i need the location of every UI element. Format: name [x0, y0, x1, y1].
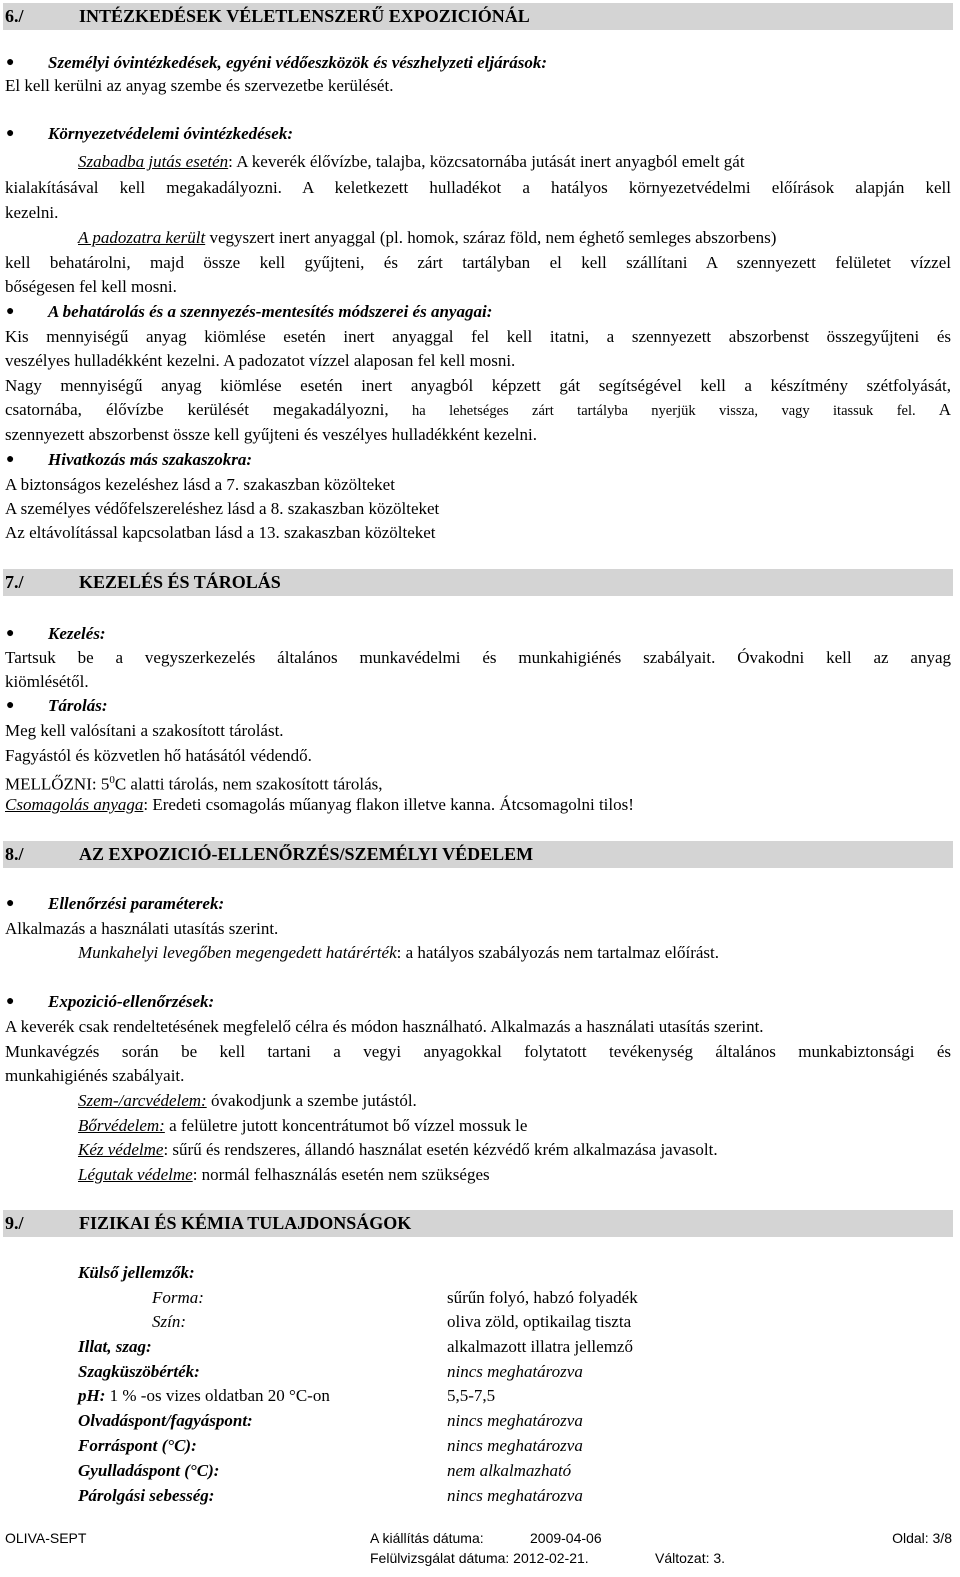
label: Szabadba jutás esetén: [78, 152, 229, 171]
text: A: [915, 400, 951, 419]
section-7-header: [3, 569, 953, 596]
text: C alatti tárolás, nem szakosított tárolás,: [114, 774, 383, 794]
subheading-handling: Kezelés:: [48, 624, 106, 643]
footer-version: Változat: 3.: [655, 1550, 726, 1566]
text-line: A személyes védőfelszereléshez lásd a 8. szakaszban közölteket: [5, 499, 440, 518]
text: a felületre jutott koncentrátumot bő vízzel mossuk le: [164, 1116, 528, 1135]
property-value: nincs meghatározva: [447, 1411, 583, 1430]
section-9-header: [3, 1210, 953, 1237]
property-label: Gyulladáspont (°C):: [78, 1461, 220, 1480]
text-line: [5, 769, 951, 796]
section-number: 6./: [5, 6, 24, 26]
property-label: Forma:: [152, 1288, 204, 1307]
bullet-icon: ●: [6, 896, 15, 911]
text-line: Tartsuk be a vegyszerkezelés általános munkavédelmi és munkahigiénés szabályait. Óvakodni kell az anyag: [5, 648, 951, 667]
bullet-icon: ●: [6, 626, 15, 641]
text: ha lehetséges zárt tartályba nyerjük vissza, vagy itassuk fel.: [388, 403, 916, 419]
property-label: [78, 1385, 330, 1407]
text: óvakodjunk a szembe jutástól.: [206, 1091, 417, 1110]
label: Munkahelyi levegőben megengedett határérték: [78, 943, 397, 962]
text-line: Nagy mennyiségű anyag kiömlése esetén inert anyagból képzett gát segítségével kell a készítmény szétfolyását,: [5, 376, 951, 395]
property-label: Szín:: [152, 1312, 186, 1331]
text-line: Fagyástól és közvetlen hő hatásától védendő.: [5, 746, 312, 765]
text-line: bőségesen fel kell mosni.: [5, 277, 177, 296]
label: pH:: [78, 1386, 106, 1405]
subheading-containment: A behatárolás és a szennyezés-mentesítés módszerei és anyagai:: [48, 302, 493, 321]
footer-revision-date: Felülvizsgálat dátuma: 2012-02-21.: [370, 1550, 589, 1566]
footer-page-number: Oldal: 3/8: [892, 1530, 952, 1546]
text-line: kell behatárolni, majd össze kell gyűjteni, és zárt tartályban el kell szállítani A szennyezett felületet vízzel: [5, 253, 951, 272]
text: csatornába, élővízbe kerülését megakadályozni,: [5, 400, 389, 419]
subheading-environmental: Környezetvédelemi óvintézkedések:: [48, 124, 294, 143]
property-value: oliva zöld, optikailag tiszta: [447, 1312, 632, 1331]
text: : sűrű és rendszeres, állandó használat esetén kézvédő krém alkalmazása javasolt.: [163, 1140, 718, 1159]
text-line: munkahigiénés szabályait.: [5, 1066, 185, 1085]
text-line: [5, 794, 951, 816]
text-line: Az eltávolítással kapcsolatban lásd a 13. szakaszban közölteket: [5, 523, 436, 542]
property-value: nincs meghatározva: [447, 1362, 583, 1381]
property-value: alkalmazott illatra jellemző: [447, 1337, 633, 1356]
label: Csomagolás anyaga: [5, 795, 144, 814]
section-title: AZ EXPOZICIÓ-ELLENŐRZÉS/SZEMÉLYI VÉDELEM: [79, 844, 534, 864]
text-line: [78, 227, 948, 249]
label: Szem-/arcvédelem:: [78, 1091, 207, 1110]
bullet-icon: ●: [6, 452, 15, 467]
section-number: 8./: [5, 844, 24, 864]
text: : normál felhasználás esetén nem szükséges: [192, 1165, 490, 1184]
section-8-header: [3, 841, 953, 868]
text-line: kezelni.: [5, 203, 59, 222]
label: A padozatra került: [78, 228, 206, 247]
label: Bőrvédelem:: [78, 1116, 165, 1135]
subheading-appearance: Külső jellemzők:: [78, 1263, 195, 1282]
text-line: Alkalmazás a használati utasítás szerint.: [5, 919, 279, 938]
footer-issue-label: A kiállítás dátuma:: [370, 1530, 484, 1546]
text-line: [78, 1115, 948, 1137]
text: : Eredeti csomagolás műanyag flakon illetve kanna. Átcsomagolni tilos!: [143, 795, 634, 814]
subheading-control-parameters: Ellenőrzési paraméterek:: [48, 894, 225, 913]
text-line: Kis mennyiségű anyag kiömlése esetén inert anyaggal fel kell itatni, a szennyezett abszorbenst összegyűjteni és: [5, 327, 951, 346]
text: vegyszert inert anyaggal (pl. homok, száraz föld, nem éghető semleges abszorbens): [205, 228, 777, 247]
text: : A keverék élővízbe, talajba, közcsatornába jutását inert anyagból emelt gát: [228, 152, 745, 171]
text-line: veszélyes hulladékként kezelni. A padozatot vízzel alaposan fel kell mosni.: [5, 351, 516, 370]
property-label: Szagküszöbérték:: [78, 1362, 200, 1381]
text: 1 % -os vizes oldatban 20 °C-on: [105, 1386, 330, 1405]
text-line: A biztonságos kezeléshez lásd a 7. szakaszban közölteket: [5, 475, 395, 494]
bullet-icon: ●: [6, 55, 15, 70]
text: MELLŐZNI: 5: [5, 774, 110, 794]
bullet-icon: ●: [6, 698, 15, 713]
text-line: A keverék csak rendeltetésének megfelelő célra és módon használható. Alkalmazás a használati utasítás szerint.: [5, 1017, 764, 1036]
text: : a hatályos szabályozás nem tartalmaz előírást.: [396, 943, 720, 962]
section-title: FIZIKAI ÉS KÉMIA TULAJDONSÁGOK: [79, 1213, 412, 1233]
text-line: Munkavégzés során be kell tartani a vegyi anyagokkal folytatott tevékenység általános munkabiztonsági és: [5, 1042, 951, 1061]
property-value: nincs meghatározva: [447, 1486, 583, 1505]
text-line: [78, 151, 948, 173]
property-value: sűrűn folyó, habzó folyadék: [447, 1288, 638, 1307]
property-label: Forráspont (°C):: [78, 1436, 197, 1455]
label: Légutak védelme: [78, 1165, 193, 1184]
section-number: 7./: [5, 572, 24, 592]
property-value: nincs meghatározva: [447, 1436, 583, 1455]
bullet-icon: ●: [6, 304, 15, 319]
property-value: nem alkalmazható: [447, 1461, 572, 1480]
text-line: Meg kell valósítani a szakosított tárolást.: [5, 721, 284, 740]
bullet-icon: ●: [6, 126, 15, 141]
label: Kéz védelme: [78, 1140, 164, 1159]
text-line: [5, 399, 951, 422]
section-title: KEZELÉS ÉS TÁROLÁS: [79, 572, 281, 592]
section-6-header: [3, 3, 953, 30]
subheading-exposure-controls: Expozició-ellenőrzések:: [48, 992, 215, 1011]
text-line: kiömlésétől.: [5, 672, 89, 691]
text-line: [78, 1139, 948, 1161]
subheading-storage: Tárolás:: [48, 696, 108, 715]
property-label: Olvadáspont/fagyáspont:: [78, 1411, 253, 1430]
text-line: [78, 1164, 948, 1186]
text-line: szennyezett abszorbenst össze kell gyűjteni és veszélyes hulladékként kezelni.: [5, 425, 538, 444]
superscript: 0: [109, 774, 115, 786]
property-label: Illat, szag:: [78, 1337, 152, 1356]
subheading-personal-precautions: Személyi óvintézkedések, egyéni védőeszközök és vészhelyzeti eljárások:: [48, 53, 548, 72]
property-label: Párolgási sebesség:: [78, 1486, 215, 1505]
section-title: INTÉZKEDÉSEK VÉLETLENSZERŰ EXPOZICIÓNÁL: [79, 6, 530, 26]
footer-product: OLIVA-SEPT: [5, 1530, 87, 1546]
text-line: kialakításával kell megakadályozni. A keletkezett hulladékot a hatályos környezetvédelmi előírások alapján kell: [5, 178, 951, 197]
text-line: [78, 942, 948, 964]
section-number: 9./: [5, 1213, 24, 1233]
subheading-references: Hivatkozás más szakaszokra:: [48, 450, 253, 469]
property-value: 5,5-7,5: [447, 1386, 496, 1405]
footer-issue-date: 2009-04-06: [530, 1530, 602, 1546]
text-line: El kell kerülni az anyag szembe és szervezetbe kerülését.: [5, 76, 394, 95]
bullet-icon: ●: [6, 994, 15, 1009]
text-line: [78, 1090, 948, 1112]
